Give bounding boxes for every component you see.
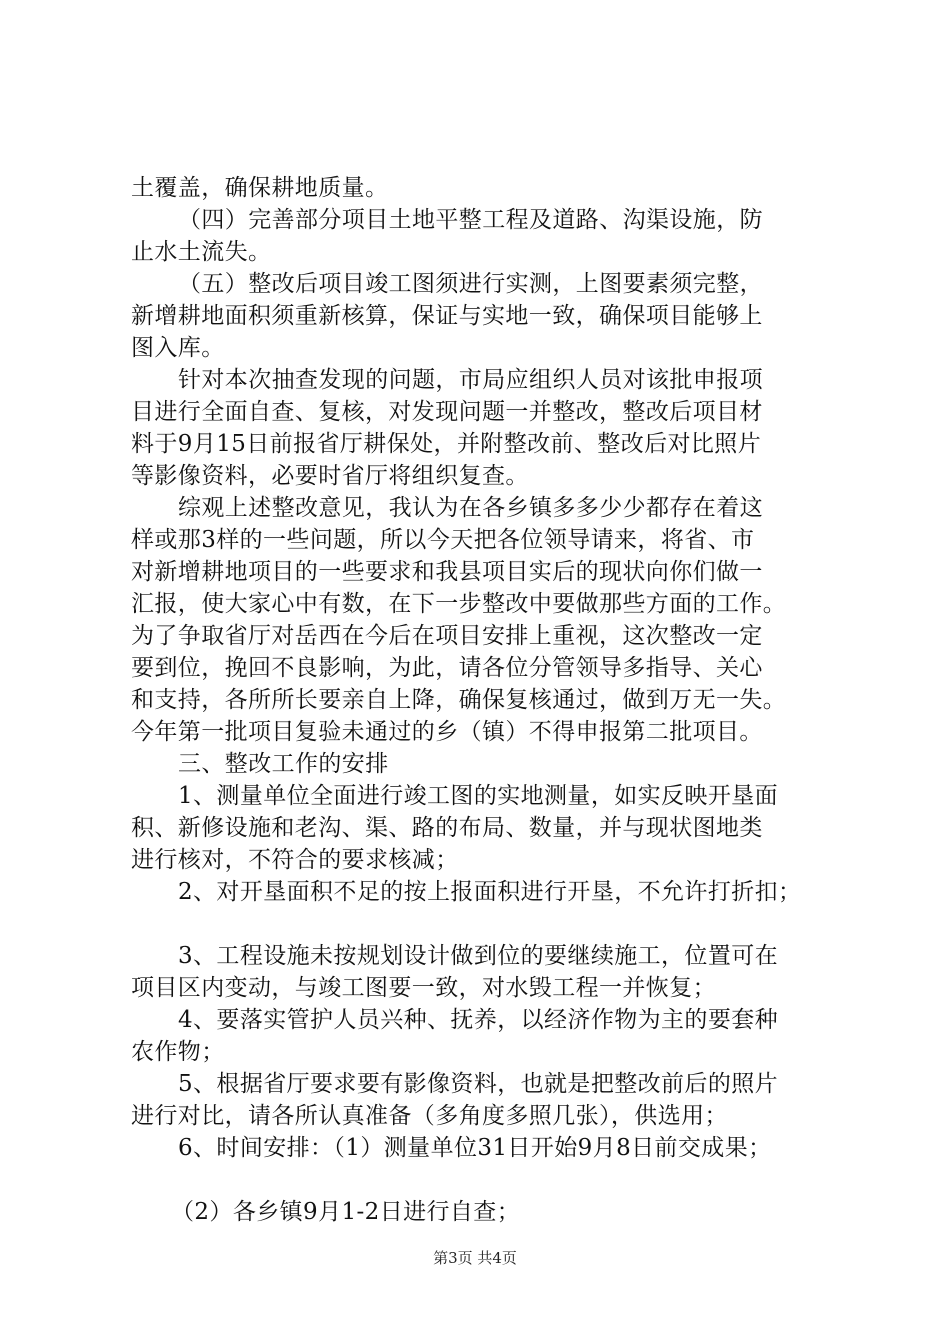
text-line: （四）完善部分项目土地平整工程及道路、沟渠设施，防 (178, 207, 763, 233)
text-line: 对新增耕地项目的一些要求和我县项目实后的现状向你们做一 (131, 559, 763, 585)
text-line: 项目区内变动，与竣工图要一致，对水毁工程一并恢复； (131, 975, 716, 1001)
text-line: （2）各乡镇9月1-2日进行自查； (171, 1199, 521, 1225)
text-line: 新增耕地面积须重新核算，保证与实地一致，确保项目能够上 (131, 303, 763, 329)
text-line: 综观上述整改意见，我认为在各乡镇多多少少都存在着这 (178, 495, 763, 521)
text-line: 图入库。 (131, 335, 225, 361)
text-line: 针对本次抽查发现的问题，市局应组织人员对该批申报项 (178, 367, 763, 393)
text-line: 进行对比，请各所认真准备（多角度多照几张），供选用； (131, 1103, 728, 1129)
text-line: 6、时间安排：（1）测量单位31日开始9月8日前交成果； (178, 1135, 772, 1161)
text-line: 料于9月15日前报省厅耕保处，并附整改前、整改后对比照片 (131, 431, 762, 457)
text-line: 要到位，挽回不良影响，为此，请各位分管领导多指导、关心 (131, 655, 763, 681)
text-line: 样或那3样的一些问题，所以今天把各位领导请来，将省、市 (131, 527, 755, 553)
page-number: 第3页 共4页 (433, 1249, 517, 1267)
text-line: 1、测量单位全面进行竣工图的实地测量，如实反映开垦面 (178, 783, 779, 809)
text-line: 目进行全面自查、复核，对发现问题一并整改，整改后项目材 (131, 399, 763, 425)
text-line: 和支持，各所所长要亲自上降，确保复核通过，做到万无一失。 (131, 687, 787, 713)
text-line: 等影像资料，必要时省厅将组织复查。 (131, 463, 529, 489)
text-line: 农作物； (131, 1039, 225, 1065)
text-line: 今年第一批项目复验未通过的乡（镇）不得申报第二批项目。 (131, 719, 763, 745)
section-heading: 三、整改工作的安排 (178, 751, 389, 777)
document-body (131, 172, 831, 1228)
text-line: 3、工程设施未按规划设计做到位的要继续施工，位置可在 (178, 943, 779, 969)
text-line: 为了争取省厅对岳西在今后在项目安排上重视，这次整改一定 (131, 623, 763, 649)
blank-line (131, 908, 831, 940)
text-line: 汇报，使大家心中有数，在下一步整改中要做那些方面的工作。 (131, 591, 787, 617)
blank-line (131, 1164, 831, 1196)
text-line: 积、新修设施和老沟、渠、路的布局、数量，并与现状图地类 (131, 815, 763, 841)
text-line: 土覆盖，确保耕地质量。 (131, 175, 389, 201)
text-line: 进行核对，不符合的要求核减； (131, 847, 459, 873)
text-line: （五）整改后项目竣工图须进行实测，上图要素须完整， (178, 271, 763, 297)
text-line: 5、根据省厅要求要有影像资料，也就是把整改前后的照片 (178, 1071, 779, 1097)
text-line: 止水土流失。 (131, 239, 272, 265)
text-line: 2、对开垦面积不足的按上报面积进行开垦，不允许打折扣； (178, 879, 802, 905)
text-line: 4、要落实管护人员兴种、抚养，以经济作物为主的要套种 (178, 1007, 779, 1033)
